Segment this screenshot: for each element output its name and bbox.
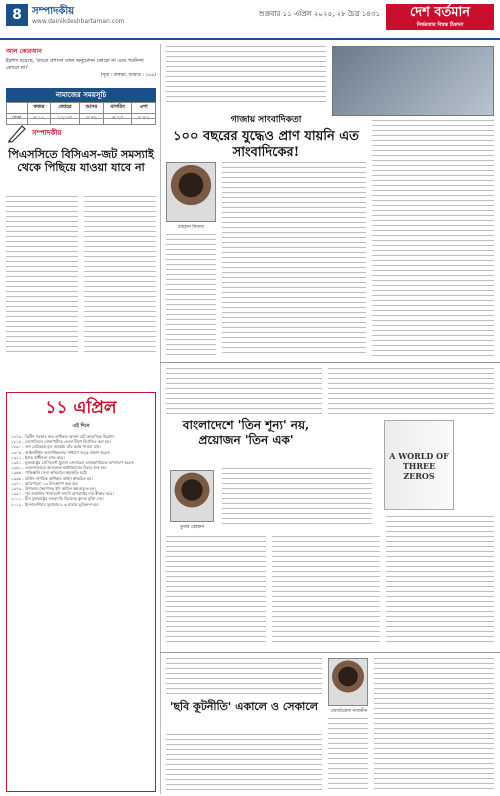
row-label: ঢাকা xyxy=(7,114,28,125)
page-number: 8 xyxy=(6,4,28,26)
zero-body xyxy=(272,536,380,646)
logo-tagline: নির্ভরতার বিশ্বস্ত ঠিকানা xyxy=(416,22,464,28)
list-item: ২০১২ - ইন্দোনেশিয়ার সুমাত্রায় ৮.৬ মাত্রার ভূমিকম্প হয়। xyxy=(11,501,99,507)
author-photo xyxy=(166,162,216,222)
list-item: ১৯৬৫ - পাকিস্তানি সেনা অভিযানে ক্ষয়ক্ষতি ঘটে। xyxy=(11,470,88,476)
section-title: সম্পাদকীয় xyxy=(32,6,75,17)
editorial-tag-row xyxy=(6,118,156,144)
author-name: জেবউন্নেসা নাজনীন xyxy=(330,709,368,714)
masthead xyxy=(0,0,500,40)
table-header: ফজর xyxy=(27,103,51,114)
quote-text: ইরশাদ হয়েছে, 'কারো প্রশংসা যখন অনুমোদন কোরো না এবং পরনিন্দা কোরো না।' xyxy=(6,58,144,71)
section-divider xyxy=(160,362,500,363)
quote-source: (সূরা : বাকারা, আয়াত : ১৮৬) xyxy=(100,73,156,78)
history-box xyxy=(6,392,156,792)
chhobi-headline-block xyxy=(166,700,322,714)
table-cell: ৬:২৫ xyxy=(104,114,132,125)
pen-icon xyxy=(6,122,28,144)
gaza-headline-block xyxy=(166,112,366,161)
editorial-headline[interactable]: পিএসসিতে বিসিএস-জট সমস্যাই থেকে পিছিয়ে যাওয়া যাবে না xyxy=(8,148,154,174)
quote-author: আল কোরআন xyxy=(6,48,42,55)
table-cell: ১২:০৫ xyxy=(51,114,79,125)
author-name: রায়হান নিজাম xyxy=(177,225,205,230)
gaza-photo xyxy=(332,46,494,116)
table-header: মাগরিব xyxy=(104,103,132,114)
editorial-body xyxy=(84,196,156,356)
author-name: তুষার রেহমান xyxy=(179,525,205,530)
list-item: ১৮১৪ - নেপোলিয়ন বোনাপার্টকে এলবা দ্বীপে নির্বাসিত করা হয়। xyxy=(11,439,111,445)
chhobi-body xyxy=(374,658,494,792)
zero-intro-text xyxy=(166,368,322,414)
chhobi-body xyxy=(328,718,368,792)
table-header: আসর xyxy=(79,103,103,114)
section-divider xyxy=(160,652,500,653)
author-photo xyxy=(328,658,368,706)
quote-box xyxy=(6,46,156,79)
prayer-table-title: নামাজের সময়সূচি xyxy=(6,88,156,102)
book-cover xyxy=(384,420,454,510)
table-header: এশা xyxy=(132,103,156,114)
gaza-body xyxy=(222,162,366,356)
zero-intro-text xyxy=(328,368,494,414)
list-item: ১৯৬৮ - মার্কিন নাগরিক অধিকার আইন স্বাক্ষরিত হয়। xyxy=(11,475,93,481)
list-item: ১৯২১ - ইরাক স্বাধীনতা লাভ করে। xyxy=(11,454,65,460)
gaza-body xyxy=(372,120,494,356)
table-header: জোহর xyxy=(51,103,79,114)
table-row xyxy=(7,103,156,114)
list-item: ১৯৫১ - যুক্তরাষ্ট্রের প্রেসিডেন্ট ট্রুম্যান জেনারেল ম্যাকআর্থারকে অপসারণ করেন। xyxy=(11,460,135,466)
list-item: ১৮৯০ - জন মেরিককে মৃত অবস্থায় তাঁর কক্ষে পাওয়া যায়। xyxy=(11,444,101,450)
editorial-block xyxy=(6,118,156,174)
list-item: ১৮৭৯ - ব্রিটিশ সরকার দ্রুত অধিকার অর্জন ঘটে আকস্মিক উল্লেখ। xyxy=(11,434,114,439)
list-item: ১৯৯০ - পূর্ব জার্মানির পার্লামেন্ট নাৎসি অপরাধের দায় স্বীকার করে। xyxy=(11,491,114,497)
gaza-intro-text xyxy=(166,46,326,104)
zero-body xyxy=(386,516,494,646)
zero-headline-block xyxy=(166,418,326,448)
newspaper-logo xyxy=(386,4,494,30)
list-item: ১৯৭৯ - উগান্ডার স্বৈরশাসক ইদি আমিন ক্ষমতাচ্যুত হন। xyxy=(11,486,96,492)
website-link[interactable]: www.dainikdeshbartaman.com xyxy=(32,18,125,25)
gaza-kicker: গাজায় সাংবাদিকতা xyxy=(230,115,302,125)
logo-text: দেশ বর্তমান xyxy=(409,5,471,20)
zero-headline[interactable]: বাংলাদেশে 'তিন শূন্য' নয়, প্রয়োজন 'তিন এক' xyxy=(182,418,310,447)
table-cell: ৪:১১ xyxy=(27,114,51,125)
table-cell: ৭:৪২ xyxy=(132,114,156,125)
book-title: A WORLD OF THREE ZEROS xyxy=(389,451,449,481)
chhobi-intro-text xyxy=(166,658,322,698)
editorial-body xyxy=(6,196,78,356)
zero-body xyxy=(166,536,266,646)
list-item: ২০০১ - চীন যুক্তরাষ্ট্রের নজরদারি বিমানের ক্রুদের মুক্তি দেয়। xyxy=(11,496,104,502)
list-item: ১৯৬১ - জেরুজালেমে অ্যাডলফ আইখম্যানের বিচার শুরু হয়। xyxy=(11,465,107,471)
date-line: শুক্রবার ১১ এপ্রিল ২০২৫, ২৮ চৈত্র ১৪৩১ xyxy=(258,10,380,18)
list-item: ১৯৭০ - অ্যাপোলো ১৩ উৎক্ষেপণ করা হয়। xyxy=(11,480,79,486)
column-divider xyxy=(160,384,161,794)
history-date: ১১ এপ্রিল xyxy=(45,398,117,418)
history-subtitle: এই দিনে xyxy=(72,423,90,429)
column-divider xyxy=(160,44,161,384)
editorial-tag: সম্পাদকীয় xyxy=(32,129,62,137)
history-event-list xyxy=(7,431,155,510)
zero-body xyxy=(222,468,372,528)
gaza-headline[interactable]: ১০০ বছরের যুদ্ধেও প্রাণ যায়নি এত সাংবাদিকের! xyxy=(173,129,359,160)
gaza-body xyxy=(166,234,216,356)
table-cell: ৩:৫৮ xyxy=(79,114,103,125)
chhobi-headline[interactable]: 'ছবি কূটনীতি' একালে ও সেকালে xyxy=(170,700,318,713)
list-item: ১৯০৬ - আইনস্টাইন আপেক্ষিকতার সাধারণ তত্ত্ব প্রকাশ করেন। xyxy=(11,449,111,455)
chhobi-body xyxy=(166,734,322,792)
author-photo xyxy=(170,470,214,522)
